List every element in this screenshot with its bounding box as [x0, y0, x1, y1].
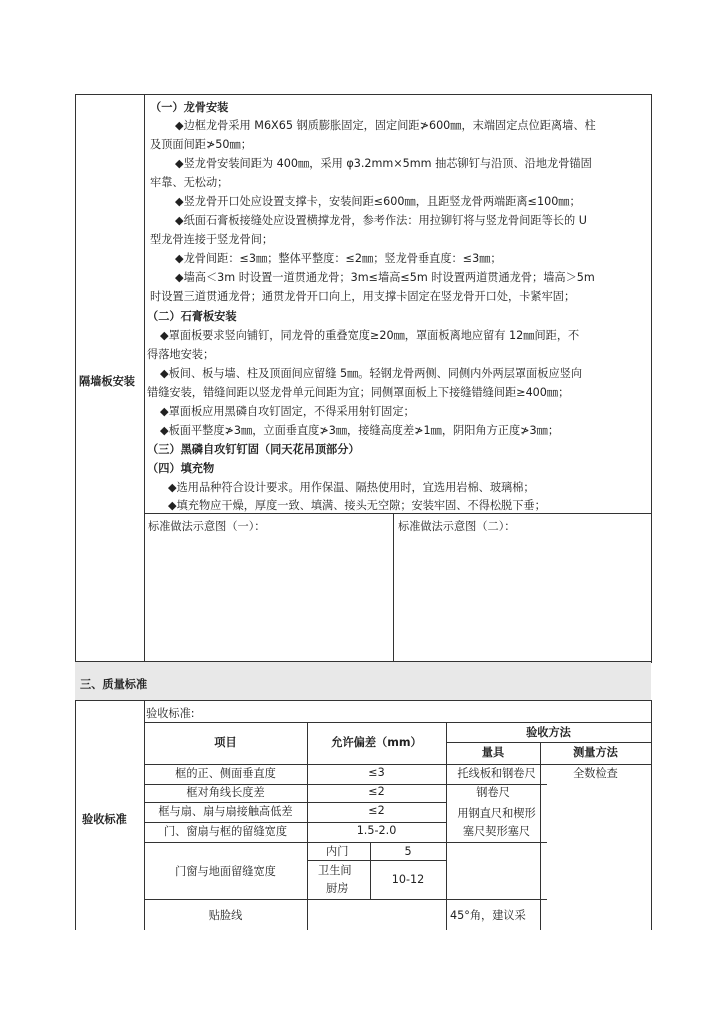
text-line: ◆选用品种符合设计要求。用作保温、隔热使用时，宜选用岩棉、玻璃棉； — [168, 481, 535, 494]
row-item: 框的正、侧面垂直度 — [175, 767, 276, 780]
sub-heading-keel: （一）龙骨安装 — [150, 101, 229, 114]
section-header-quality — [75, 661, 651, 701]
row-tool: 钢卷尺 — [476, 786, 510, 799]
trim-row-item: 贴脸线 — [208, 909, 243, 922]
tbl-top — [144, 722, 651, 723]
gap-sub-value: 10-12 — [391, 873, 425, 886]
row-tool: 托线板和钢卷尺 — [457, 767, 536, 780]
row-tolerance: 1.5-2.0 — [356, 824, 397, 837]
text-line: ◆板面平整度≯3㎜，立面垂直度≯3㎜，接缝高度差≯1㎜，阴阳角方正度≯3㎜； — [160, 424, 560, 437]
row-item: 门、窗扇与框的留缝宽度 — [163, 825, 288, 838]
text-line: ◆边框龙骨采用 M6X65 钢质膨胀固定，固定间距≯600㎜，末端固定点位距离墙、柱 — [175, 119, 596, 132]
text-line: 得落地安装； — [147, 348, 215, 361]
text-line: 型龙骨连接于竖龙骨间； — [150, 233, 274, 246]
text-line: ◆墙高＜3m 时设置一道贯通龙骨；3m≤墙高≤5m 时设置两道贯通龙骨；墙高＞5m — [175, 271, 595, 284]
diagram-label-1: 标准做法示意图（一）： — [148, 520, 266, 533]
tbl-gap-bottom — [144, 899, 547, 900]
upper-col-divider — [144, 94, 145, 662]
row-tolerance: ≤2 — [368, 785, 385, 798]
text-line: 牢靠、无松动； — [150, 176, 229, 189]
row-tool: 用钢直尺和楔形 — [457, 807, 536, 820]
gap-sub-name: 厨房 — [326, 882, 349, 895]
text-line: ◆纸面石膏板接缝处应设置横撑龙骨，参考作法：用拉铆钉将与竖龙骨间距等长的 U — [175, 214, 587, 227]
header-method: 验收方法 — [526, 726, 571, 739]
gap-sub-name: 卫生间 — [318, 864, 352, 877]
row-item: 框与扇、扇与扇接触高低差 — [158, 805, 293, 818]
diagram-col-divider — [393, 513, 394, 662]
sub-heading-gypsum: （二）石膏板安装 — [147, 310, 237, 323]
diagram-label-2: 标准做法示意图（二）： — [398, 520, 516, 533]
row-label-acceptance: 验收标准 — [82, 813, 127, 826]
text-line: 时设置三道贯通龙骨；通贯龙骨开口向上，用支撑卡固定在竖龙骨开口处，卡紧牢固； — [150, 290, 576, 303]
sub-heading-filler: （四）填充物 — [147, 462, 215, 475]
text-line: ◆竖龙骨安装间距为 400㎜，采用 φ3.2mm×5mm 抽芯铆钉与沿顶、沿地龙骨锚固 — [175, 157, 592, 170]
text-line: ◆罩面板应用黑磷自攻钉固定，不得采用射钉固定； — [160, 405, 415, 418]
text-line: ◆板间、板与墙、柱及顶面间应留缝 5㎜。轻钢龙骨两侧、同侧内外两层罩面板应竖向 — [160, 367, 583, 380]
gap-row-item: 门窗与地面留缝宽度 — [175, 865, 276, 878]
row-tool: 塞尺契形塞尺 — [462, 825, 531, 838]
row-tolerance: ≤2 — [368, 804, 385, 817]
trim-row-tool: 45°角，建议采 — [450, 909, 526, 922]
text-line: ◆罩面板要求竖向铺钉，同龙骨的重叠宽度≥20㎜，罩面板离地应留有 12㎜间距，不 — [160, 329, 580, 342]
text-line: ◆填充物应干燥，厚度一致、填满、接头无空隙；安装牢固、不得松脱下垂； — [168, 499, 546, 512]
gap-sub-value: 5 — [404, 845, 412, 858]
row-label-partition: 隔墙板安装 — [79, 375, 135, 388]
lower-right-border — [651, 700, 652, 930]
text-line: 及顶面间距≯50㎜； — [150, 138, 252, 151]
header-item: 项目 — [214, 736, 237, 749]
text-line: ◆龙骨间距：≤3㎜；整体平整度：≤2㎜；竖龙骨垂直度：≤3㎜； — [175, 252, 502, 265]
section-title-quality: 三、质量标准 — [80, 678, 148, 691]
row-item: 框对角线长度差 — [186, 786, 265, 799]
header-tolerance: 允许偏差（mm） — [331, 736, 422, 749]
text-line: ◆竖龙骨开口处应设置支撑卡，安装间距≤600㎜，且距竖龙骨两端距离≤100㎜； — [175, 195, 581, 208]
acceptance-intro: 验收标准: — [146, 707, 195, 720]
text-line: 错缝安装，错缝间距以竖龙骨单元间距为宜；同侧罩面板上下接缝错缝间距≥400㎜； — [147, 386, 570, 399]
tbl-method-sub — [446, 742, 651, 743]
lower-left-border — [75, 700, 76, 930]
gap-sub-name: 内门 — [326, 845, 349, 858]
sub-heading-screws: （三）黑磷自攻钉钉固（同天花吊顶部分） — [147, 443, 360, 456]
header-measure: 测量方法 — [573, 746, 618, 759]
header-tool: 量具 — [481, 746, 505, 759]
row-tolerance: ≤3 — [368, 766, 385, 779]
row-measure: 全数检查 — [573, 767, 618, 780]
